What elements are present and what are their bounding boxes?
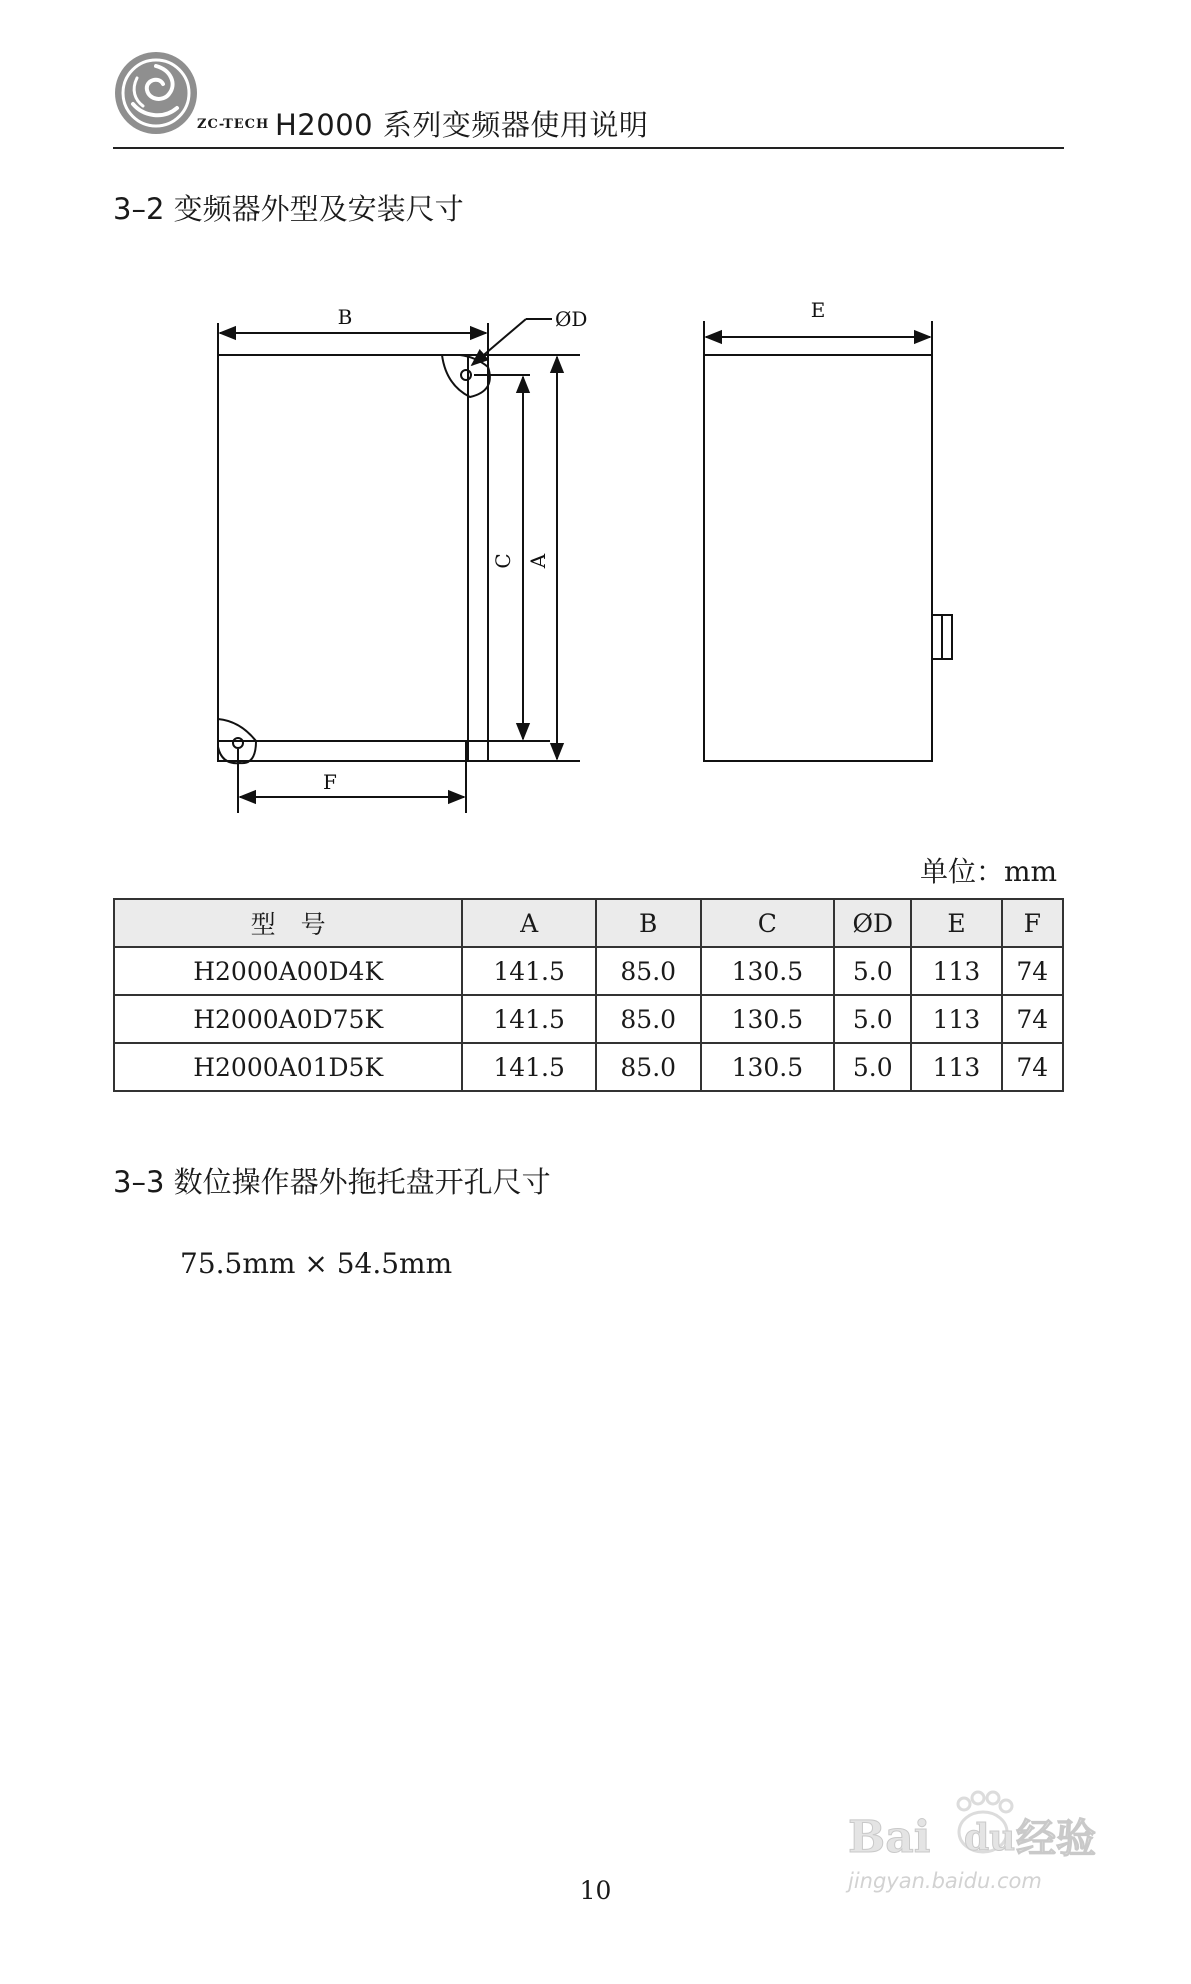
section-3-3-title: 3–3 数位操作器外拖托盘开孔尺寸 [113,1165,551,1199]
cell-b: 85.0 [596,947,701,995]
cell-model: H2000A0D75K [114,995,462,1043]
table-row [114,947,1063,995]
side-view-outline [704,355,932,761]
cell-f: 74 [1002,947,1063,995]
cell-f: 74 [1002,1043,1063,1091]
cell-a: 141.5 [462,1043,596,1091]
label-b: B [337,305,353,329]
document-title: H2000 系列变频器使用说明 [275,108,649,142]
cell-c: 130.5 [701,947,835,995]
cell-b: 85.0 [596,995,701,1043]
col-header-c: C [701,899,835,947]
dimension-drawing [200,295,980,835]
table-row [114,1043,1063,1091]
label-d: ØD [555,307,588,331]
dimension-d-leader [472,319,526,365]
top-mount-hole [461,370,471,380]
section-3-2-title: 3–2 变频器外型及安装尺寸 [113,192,464,226]
logo-tag: ZC-TECH [197,117,270,132]
cell-d: 5.0 [834,1043,911,1091]
label-a: A [526,553,550,569]
watermark-brand-a: Bai [848,1812,931,1863]
cell-e: 113 [911,1043,1001,1091]
page-number: 10 [579,1876,612,1905]
label-c: C [491,553,515,569]
cell-f: 74 [1002,995,1063,1043]
cell-a: 141.5 [462,995,596,1043]
label-f: F [323,770,337,794]
cell-e: 113 [911,947,1001,995]
watermark-brand-b: du [964,1817,1016,1859]
col-header-f: F [1002,899,1063,947]
dimension-table [113,898,1064,1092]
unit-label: 单位：mm [920,855,1058,888]
cell-d: 5.0 [834,995,911,1043]
col-header-d: ØD [834,899,911,947]
col-header-model: 型 号 [114,899,462,947]
cell-e: 113 [911,995,1001,1043]
cell-d: 5.0 [834,947,911,995]
col-header-e: E [911,899,1001,947]
cell-c: 130.5 [701,1043,835,1091]
company-logo [113,50,199,136]
col-header-a: A [462,899,596,947]
cell-c: 130.5 [701,995,835,1043]
watermark-brand-c: 经验 [1016,1815,1096,1862]
col-header-b: B [596,899,701,947]
front-view-outline [218,355,488,761]
cell-model: H2000A00D4K [114,947,462,995]
cell-b: 85.0 [596,1043,701,1091]
cell-a: 141.5 [462,947,596,995]
table-header-row [114,899,1063,947]
bottom-mount-hole [233,738,243,748]
header-divider [113,147,1064,149]
table-row [114,995,1063,1043]
cell-model: H2000A01D5K [114,1043,462,1091]
watermark-url: jingyan.baidu.com [848,1869,1042,1893]
cutout-size: 75.5mm × 54.5mm [180,1247,453,1280]
label-e: E [810,298,826,322]
